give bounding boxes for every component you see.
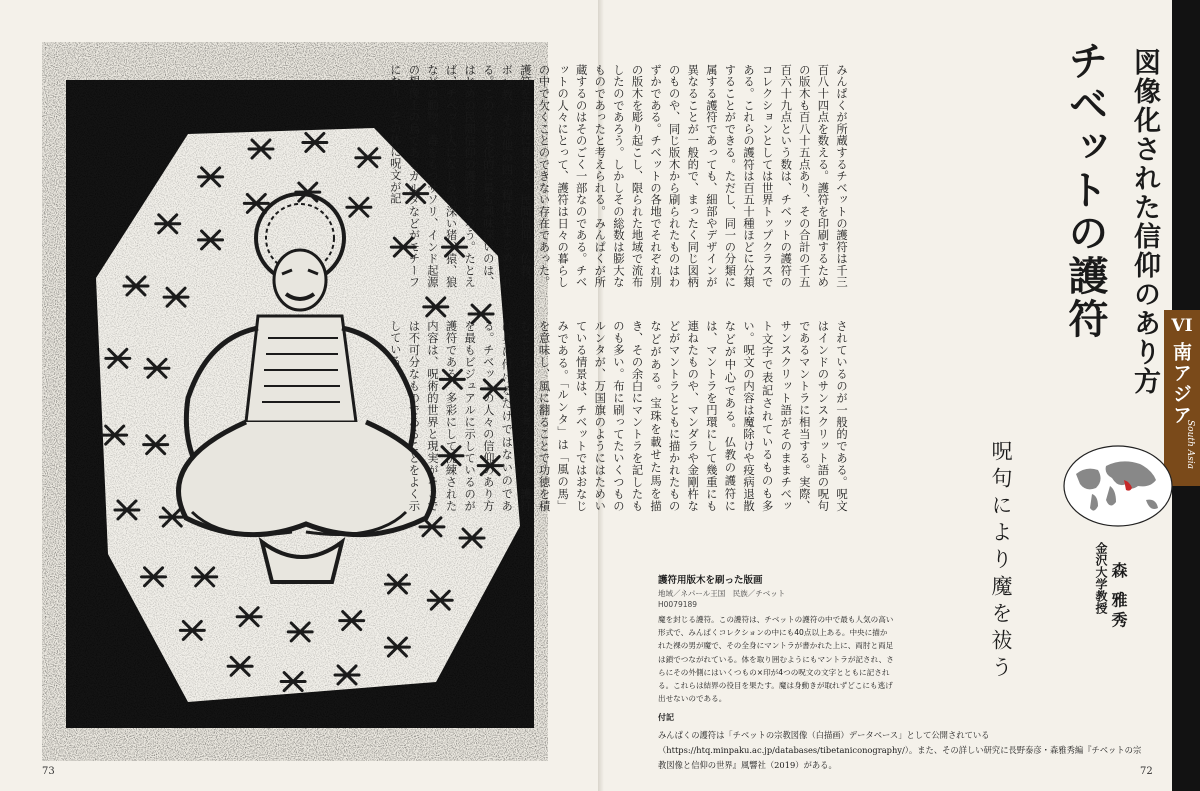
- body-text-bottom: されているのが一般的である。呪文はインドのサンスクリット語の呪句であるマントラに相当する。実際、サンスクリット語がそのままチベット文字で表記されているものも多い。呪文の内容は魔除けや疫病退散などが中心である。仏教の護符には、マントラを円環にして幾重にも連ねたものや、マンダラや金剛杵などがマントラとともに描かれたものなどがある。宝珠を載せた馬を描き、その余白にマントラを記したものも多い。布に刷ってたいくつものルンタが、万国旗のようにはためいている情景は、チベットではおなじみである。「ルンタ」は「風の馬」を意味し、風に翻ることで功徳を積むことができると考えられた。護符は身に付けるだけではないのである。チベットの人々の信仰のあり方を最もビジュアルに示しているのが護符である。多彩にして洗練された内容は、呪術的世界と現実がそこでは不可分なものであることをよく示している。: [388, 320, 848, 512]
- note-body: みんぱくの護符は「チベットの宗教図像（白描画）データベース」として公開されている（https://htq.minpaku.ac.jp/databases/tibetaniconography/）。また、その詳しい研究に長野泰彦・森雅秀編『チベットの宗教図像と信仰の世界』風響社（2019）がある。: [658, 730, 1142, 770]
- page-number-left: 73: [42, 766, 55, 777]
- figure-caption: [658, 572, 894, 705]
- section-region: 南アジア: [1170, 342, 1192, 426]
- catchphrase: 呪句により魔を祓う: [989, 440, 1013, 683]
- note-title: 付記: [658, 712, 674, 722]
- author-affiliation: 金沢大学教授: [1094, 542, 1108, 614]
- caption-meta: 地域／ネパール王国 民族／チベット: [658, 589, 786, 598]
- section-number: VI: [1171, 316, 1193, 336]
- page-number-right: 72: [1140, 766, 1153, 777]
- note-section: [658, 712, 1142, 773]
- world-map-globe-icon: [1062, 444, 1174, 528]
- section-region-en: South Asia: [1185, 420, 1195, 470]
- author-name: 森 雅秀: [1109, 562, 1128, 632]
- article-subtitle: 図像化された信仰のあり方: [1129, 48, 1160, 396]
- caption-body: 魔を封じる護符。この護符は、チベットの護符の中で最も人気の高い形式で、みんぱくコレクションの中にも40点以上ある。中央に描かれた裸の男が魔で、その全身にマントラが書かれた上に、両肘と両足は鎖でつながれている。体を取り囲むようにもマントラが記され、さらにその外側にはいくつもの×印が4つの呪文の文字とともに記される。これらは結界の役目を果たす。魔は身動きが取れずどこにも逃げ出せないのである。: [658, 615, 894, 704]
- body-text-top: みんぱくが所蔵するチベットの護符は千三百八十四点を数える。護符を印刷するための版木も百八十五点あり、その合計の千五百六十九点という数は、チベットの護符のコレクションとしては世界トップクラスである。これらの護符は百五十種ほどに分類することができる。ただし、同一の分類に属する護符であっても、細部やデザインが異なることが一般的で、まったく同じ図柄のものや、同じ版木から刷られたものはわずかである。チベットの各地でそれぞれ別の版木を彫り起こし、限られた地域で流布したのであろう。しかしその総数は膨大なものであったと考えられる。みんぱくが所蔵するのはそのごく一部なのである。チベットの人々にとって、護符は日々の暮らしの中で欠くことのできない存在であった。護符を宗教別に見ると、民間信仰、仏教、ボン教、その他の四つ程度にまとめられる。このうち文化的に最も興味深いのは、はじめの民間信仰の護符であろう。たとえば、チベット人になじみの深い猪、猿、狼などの動物、毒をもつサソリ、インド起源の想像上の鳥であるガルダなどがモチーフになり、その体に呪文が記: [388, 64, 848, 288]
- article-title: チベットの護符: [1062, 40, 1108, 341]
- caption-title: 護符用版木を刷った版画: [658, 575, 763, 586]
- caption-id: H0079189: [658, 600, 698, 609]
